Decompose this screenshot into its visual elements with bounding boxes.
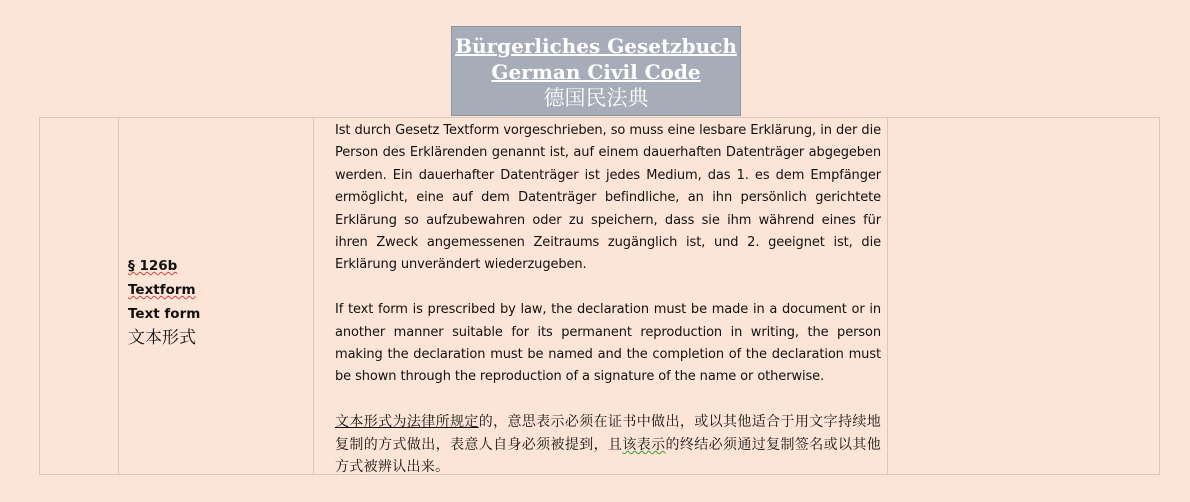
chinese-text-underlined: 文本形式为法律所规定 [335, 414, 479, 431]
section-title-zh: 文本形式 [128, 328, 196, 348]
law-table-row [39, 117, 1160, 475]
chinese-text [335, 411, 881, 479]
column-divider [313, 118, 314, 474]
section-number: § 126b [128, 258, 178, 274]
banner-title-zh: 德国民法典 [543, 86, 649, 110]
header-banner [451, 26, 741, 116]
chinese-text-end: 的终结必须通过复制签名或以其他方式被辨认出来。 [335, 436, 882, 476]
section-title-de: Textform [128, 282, 196, 298]
section-title-en: Text form [128, 306, 201, 322]
banner-title-en: German Civil Code [491, 60, 701, 84]
german-text: Ist durch Gesetz Textform vorgeschrieben, so muss eine lesbare Erklärung, in der die Person des Erklärenden genannt ist, auf einem dauerhaften Datenträger abgegeben werden. Ein dauerhafter Datenträger ist jedes Medium, das 1. es dem Empfänger ermöglicht, eine auf dem Datenträger befindliche, an ihn persönlich gerichtete Erklärung so aufzubewahren oder zu speichern, dass sie ihm während eines für ihren Zweck angemessenen Zeitraums zugänglich ist, und 2. geeignet ist, die Erklärung unverändert wiederzugeben. [335, 123, 881, 273]
chinese-text-flagged: 该表示 [622, 436, 666, 453]
english-text: If text form is prescribed by law, the declaration must be made in a document or in another manner suitable for its permanent reproduction in writing, the person making the declaration must be named and the completion of the declaration must be shown through the reproduction of a signature of the name or otherwise. [335, 302, 881, 385]
chinese-text-body: 的，意思表示必须在证书中做出，或以其他适合于用文字持续地复制的方式做出，表意人自身必须被提到，且 [335, 414, 881, 453]
section-text [335, 120, 881, 501]
column-divider [118, 118, 119, 474]
section-heading [128, 254, 308, 350]
column-divider [887, 118, 888, 474]
banner-title-de: Bürgerliches Gesetzbuch [455, 34, 737, 58]
